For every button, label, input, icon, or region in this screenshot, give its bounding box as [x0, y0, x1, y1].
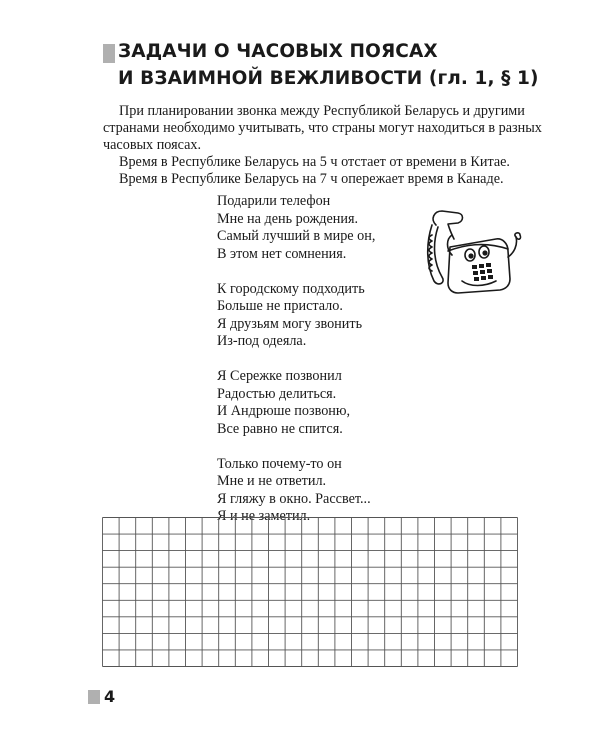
poem-line: Все равно не спится.: [217, 420, 343, 437]
poem-line: Мне и не ответил.: [217, 473, 327, 489]
poem-line: В этом нет сомнения.: [217, 245, 347, 262]
poem-line: Я и не заметил.: [217, 508, 311, 524]
poem-stanza: [217, 193, 417, 263]
intro-paragraph: При планировании звонка между Республикой Беларусь и другими странами необходимо учитывать, что страны могут находиться в разных часовых поясах.: [103, 103, 542, 153]
poem-stanza: [217, 456, 417, 526]
intro-paragraph: Время в Республике Беларусь на 7 ч опережает время в Канаде.: [119, 171, 504, 187]
poem-line: Я гляжу в окно. Рассвет...: [217, 490, 371, 507]
section-heading: [103, 38, 563, 92]
heading-line-1: ЗАДАЧИ О ЧАСОВЫХ ПОЯСАХ: [118, 41, 438, 62]
poem-line: И Андрюше позвоню,: [217, 403, 351, 419]
cartoon-telephone-icon: [418, 205, 523, 300]
poem-line: Только почему-то он: [217, 455, 342, 472]
page-number: 4: [104, 687, 116, 706]
poem-line: Я друзьям могу звонить: [217, 315, 363, 332]
heading-line-2: И ВЗАИМНОЙ ВЕЖЛИВОСТИ (гл. 1, § 1): [118, 68, 539, 89]
poem-line: Мне на день рождения.: [217, 210, 359, 227]
intro-paragraph: Время в Республике Беларусь на 5 ч отстает от времени в Китае.: [119, 154, 510, 170]
poem-line: Из-под одеяла.: [217, 333, 307, 349]
poem-line: Подарили телефон: [217, 193, 331, 209]
poem-line: Самый лучший в мире он,: [217, 228, 376, 244]
poem-stanza: [217, 281, 417, 351]
poem-line: К городскому подходить: [217, 280, 365, 297]
poem-line: Радостью делиться.: [217, 385, 337, 402]
poem-stanza: [217, 368, 417, 438]
footer-marker: [88, 690, 100, 704]
poem-line: Я Сережке позвонил: [217, 368, 342, 384]
heading-marker: [103, 44, 115, 63]
poem: [217, 193, 417, 543]
intro-text: [103, 103, 543, 188]
answer-grid: [102, 517, 518, 667]
poem-line: Больше не пристало.: [217, 298, 343, 314]
